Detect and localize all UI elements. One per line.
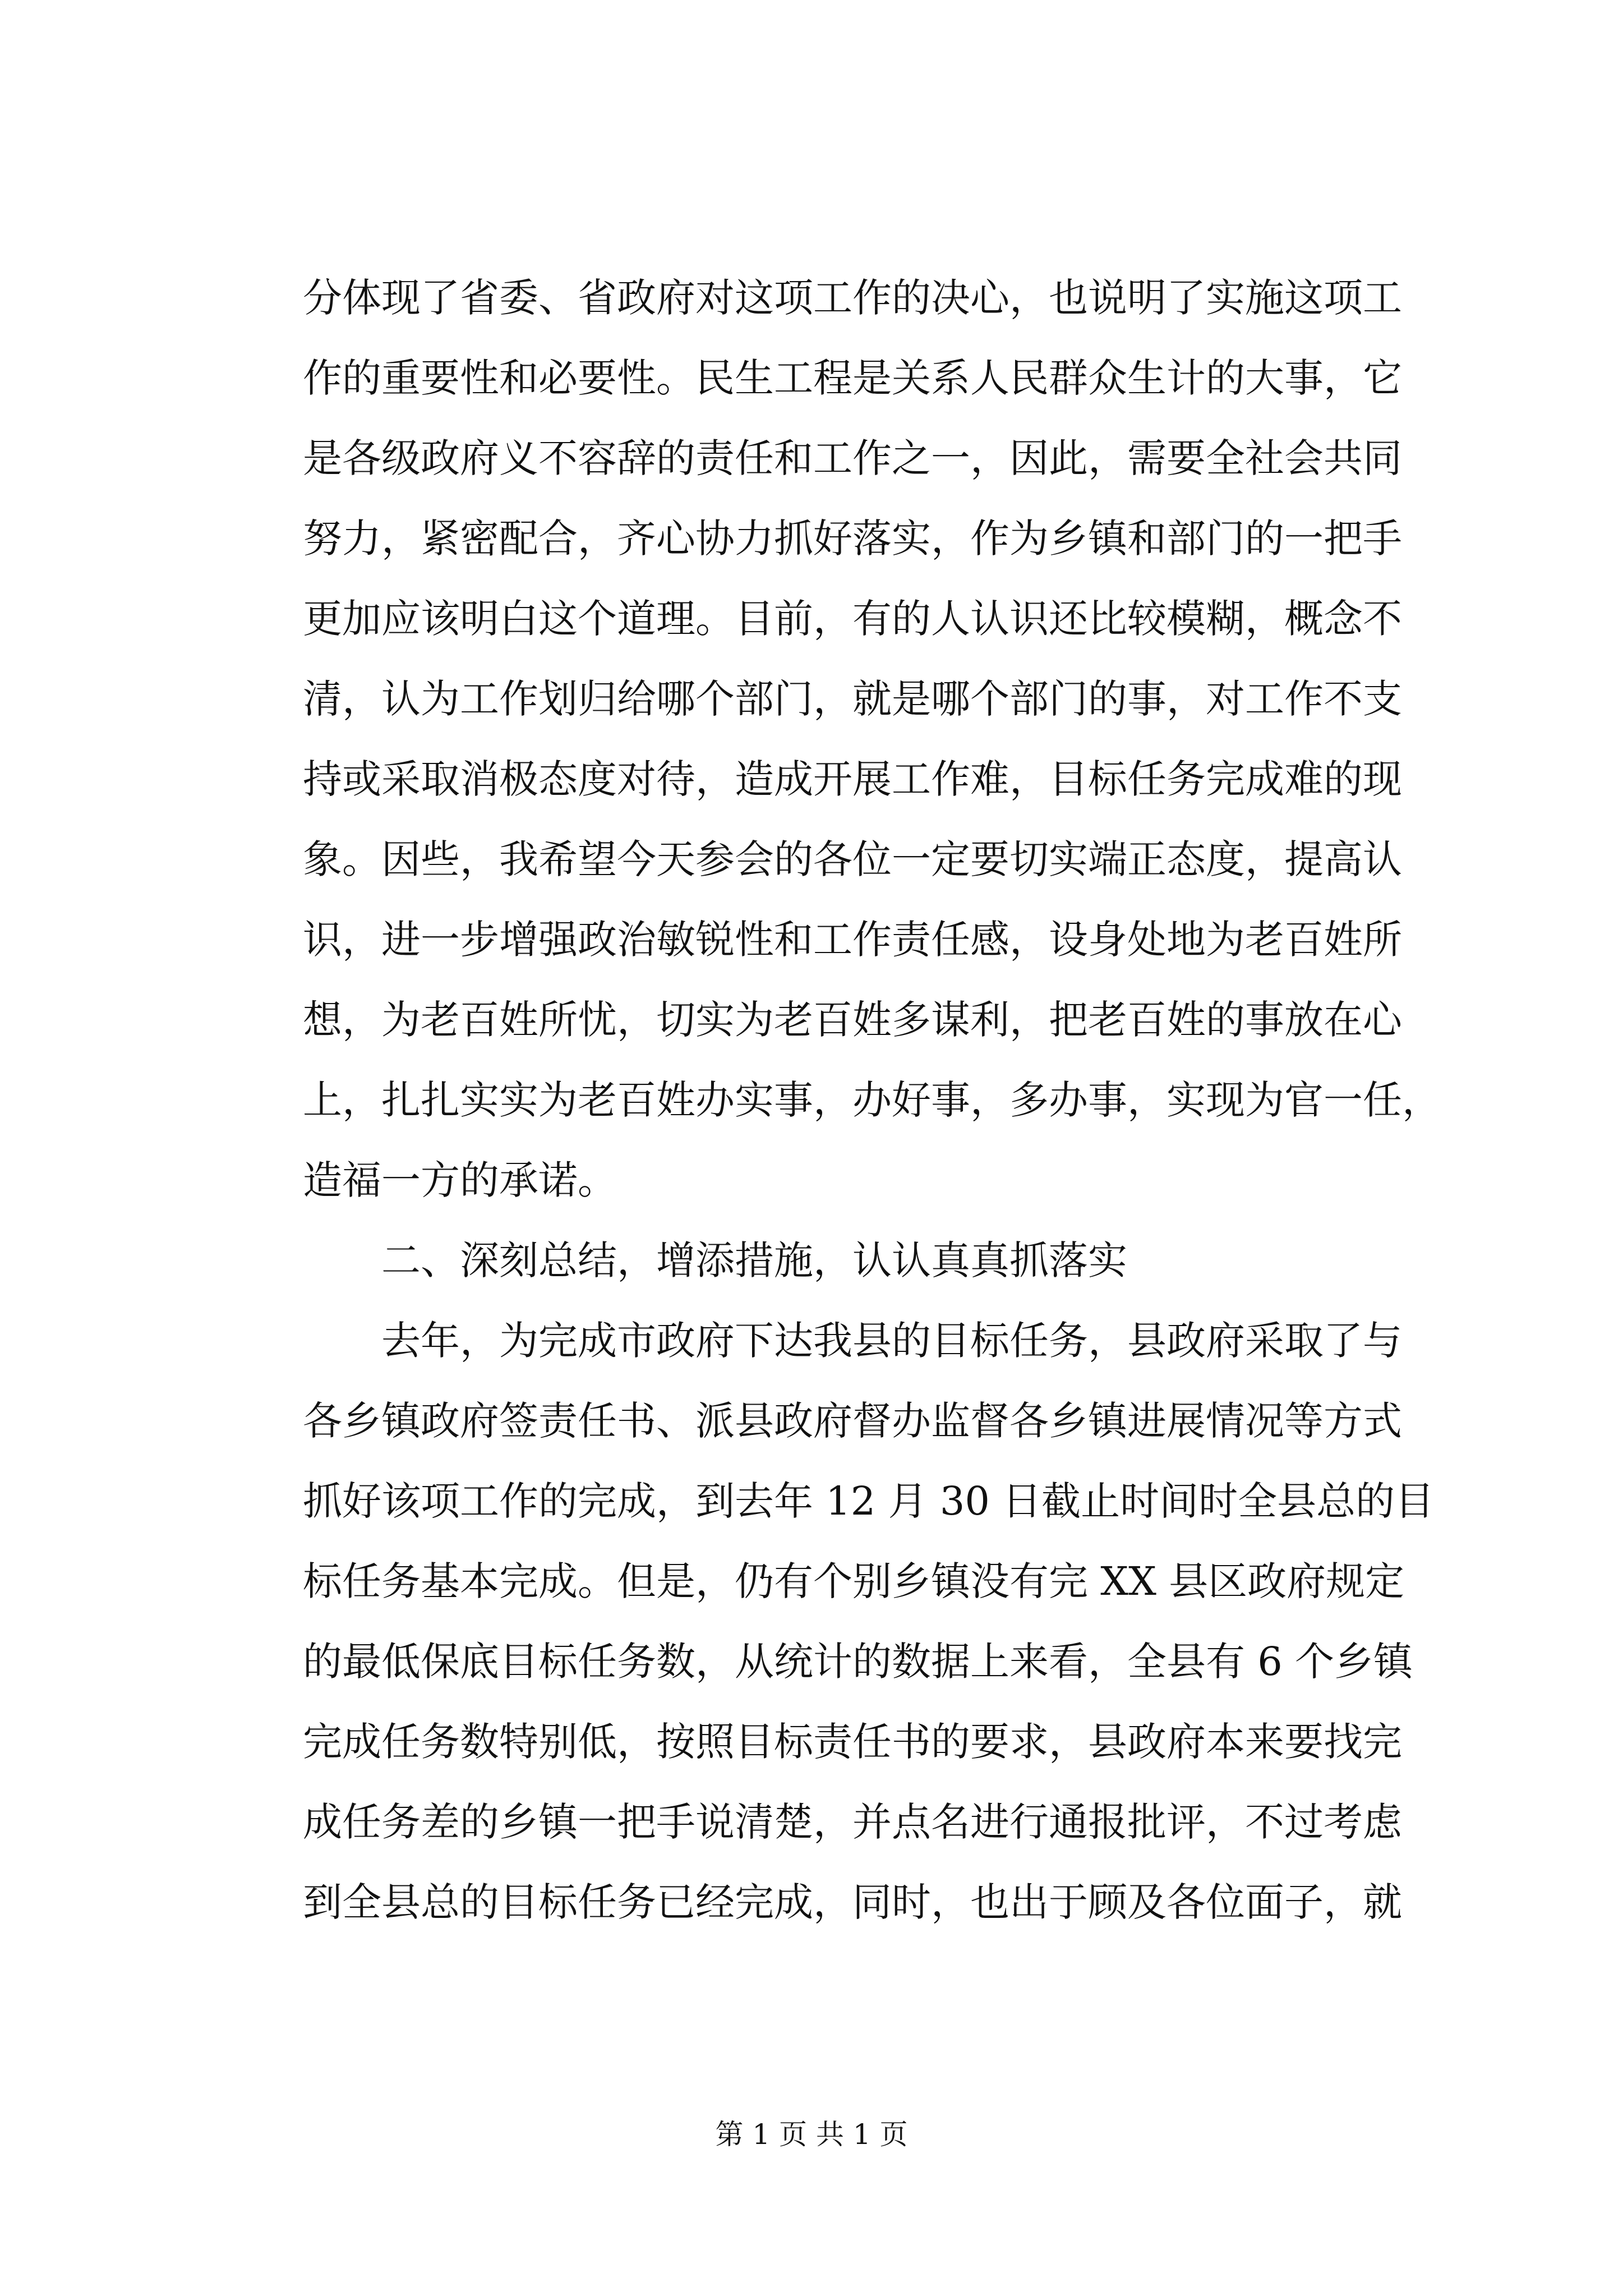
text-line: 象。因些，我希望今天参会的各位一定要切实端正态度，提高认 (303, 836, 1402, 882)
page-number-label: 第 1 页 共 1 页 (715, 2118, 908, 2151)
document-body (303, 258, 1441, 1943)
text-line: 分体现了省委、省政府对这项工作的决心，也说明了实施这项工 (303, 275, 1402, 321)
page-footer (0, 2118, 1623, 2151)
text-line: 到全县总的目标任务已经完成，同时，也出于顾及各位面子，就 (303, 1879, 1402, 1925)
text-line: 是各级政府义不容辞的责任和工作之一，因此，需要全社会共同 (303, 435, 1402, 481)
text-line: 去年，为完成市政府下达我县的目标任务，县政府采取了与 (381, 1318, 1402, 1364)
text-line: 完成任务数特别低，按照目标责任书的要求，县政府本来要找完 (303, 1719, 1402, 1765)
section-heading: 二、深刻总结，增添措施，认认真真抓落实 (381, 1237, 1127, 1283)
text-line: 识，进一步增强政治敏锐性和工作责任感，设身处地为老百姓所 (303, 917, 1402, 963)
text-line: 清，认为工作划归给哪个部门，就是哪个部门的事，对工作不支 (303, 676, 1402, 722)
text-line: 标任务基本完成。但是，仍有个别乡镇没有完 XX 县区政府规定 (303, 1558, 1405, 1604)
text-line: 成任务差的乡镇一把手说清楚，并点名进行通报批评，不过考虑 (303, 1799, 1402, 1845)
text-line: 造福一方的承诺。 (303, 1157, 617, 1203)
text-line: 想，为老百姓所忧，切实为老百姓多谋利，把老百姓的事放在心 (303, 997, 1402, 1043)
text-line: 的最低保底目标任务数，从统计的数据上来看，全县有 6 个乡镇 (303, 1639, 1413, 1685)
text-line: 更加应该明白这个道理。目前，有的人认识还比较模糊，概念不 (303, 596, 1402, 642)
text-line: 抓好该项工作的完成，到去年 12 月 30 日截止时间时全县总的目 (303, 1478, 1435, 1524)
text-line: 作的重要性和必要性。民生工程是关系人民群众生计的大事，它 (303, 355, 1402, 401)
text-line: 各乡镇政府签责任书、派县政府督办监督各乡镇进展情况等方式 (303, 1398, 1402, 1444)
text-line: 上，扎扎实实为老百姓办实事，办好事，多办事，实现为官一任， (303, 1077, 1441, 1123)
text-line: 持或采取消极态度对待，造成开展工作难，目标任务完成难的现 (303, 756, 1402, 802)
text-line: 努力，紧密配合，齐心协力抓好落实，作为乡镇和部门的一把手 (303, 516, 1402, 562)
